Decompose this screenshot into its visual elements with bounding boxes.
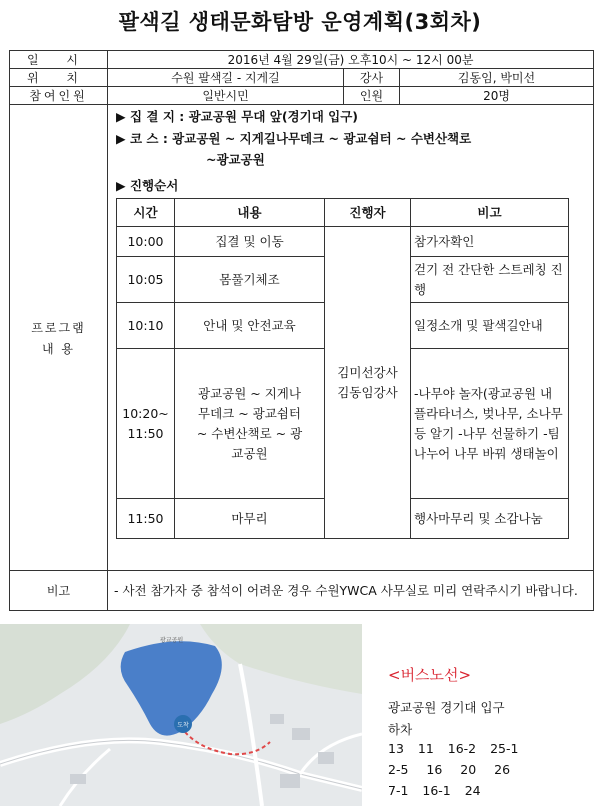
schedule-header-note: 비고 [411,199,569,227]
schedule-note: 행사마무리 및 소감나눔 [411,499,569,539]
bus-stop-line2: 하차 [388,722,413,737]
schedule-content: 안내 및 안전교육 [175,303,325,349]
order-title: ▶ 진행순서 [116,178,179,193]
schedule-note: 걷기 전 간단한 스트레칭 진행 [411,257,569,303]
course-line2: ~광교공원 [206,152,265,167]
page-title: 팔색길 생태문화탐방 운영계획(3회차) [118,10,482,34]
row-participants [10,87,594,105]
program-label [10,105,108,571]
schedule-time: 10:05 [117,257,175,303]
route-map [0,624,362,806]
schedule-content: 광교공원 ~ 지게나무데크 ~ 광교쉼터 ~ 수변산책로 ~ 광교공원 [175,349,325,499]
bus-stop-line1: 광교공원 경기대 입구 [388,700,505,715]
schedule-time: 10:20~ 11:50 [117,349,175,499]
instructor-label: 강사 [344,69,400,87]
datetime-value: 2016년 4월 29일(금) 오후10시 ~ 12시 00분 [108,51,594,69]
bus-routes-line1: 13 11 16-2 25-1 [388,741,519,756]
row-location [10,69,594,87]
schedule-header-leader: 진행자 [325,199,411,227]
map-image [0,624,362,806]
headcount-value: 20명 [400,87,594,105]
schedule-content: 마무리 [175,499,325,539]
schedule-content: 집결 및 이동 [175,227,325,257]
instructor-value: 김동임, 박미선 [400,69,594,87]
program-content [108,105,594,571]
bus-route-title: <버스노선> [388,666,472,684]
headcount-label: 인원 [344,87,400,105]
row-program [10,105,594,571]
schedule-time: 10:00 [117,227,175,257]
location-label: 위 치 [10,69,108,87]
schedule-header-content: 내용 [175,199,325,227]
bus-routes-line3: 7-1 16-1 24 [388,783,481,798]
table-row [117,227,569,257]
course-line1: ▶ 코 스 : 광교공원 ~ 지게길나무데크 ~ 광교쉼터 ~ 수변산책로 [116,131,472,146]
bus-routes-line2: 2-5 16 20 26 [388,762,511,777]
meeting-point: ▶ 집 결 지 : 광교공원 무대 앞(경기대 입구) [116,109,358,124]
schedule-note: 일정소개 및 팔색길안내 [411,303,569,349]
row-datetime [10,51,594,69]
datetime-label: 일 시 [10,51,108,69]
row-remark [10,571,594,611]
marker-label: 도착 [177,722,189,729]
plan-table [9,50,594,611]
participants-value: 일반시민 [108,87,344,105]
remark-text: - 사전 참가자 중 참석이 어려운 경우 수원YWCA 사무실로 미리 연락주시기 바랍니다. [108,571,594,611]
remark-label: 비고 [10,571,108,611]
schedule-time: 10:10 [117,303,175,349]
schedule-content: 몸풀기체조 [175,257,325,303]
schedule-time: 11:50 [117,499,175,539]
schedule-note: 참가자확인 [411,227,569,257]
schedule-header-time: 시간 [117,199,175,227]
map-label-park: 광교공원 [160,637,184,644]
schedule-note: -나무야 놀자(광교공원 내 플라타너스, 벚나무, 소나무 등 알기 -나무 선물하기 -팀 나누어 나무 바꿔 생태놀이 [411,349,569,499]
program-label-line1: 프로그램 [31,320,86,335]
schedule-table [116,198,569,539]
location-value: 수원 팔색길 - 지게길 [108,69,344,87]
participants-label: 참여인원 [10,87,108,105]
program-label-line2: 내 용 [42,341,75,356]
schedule-leaders: 김미선강사 김동임강사 [325,227,411,539]
